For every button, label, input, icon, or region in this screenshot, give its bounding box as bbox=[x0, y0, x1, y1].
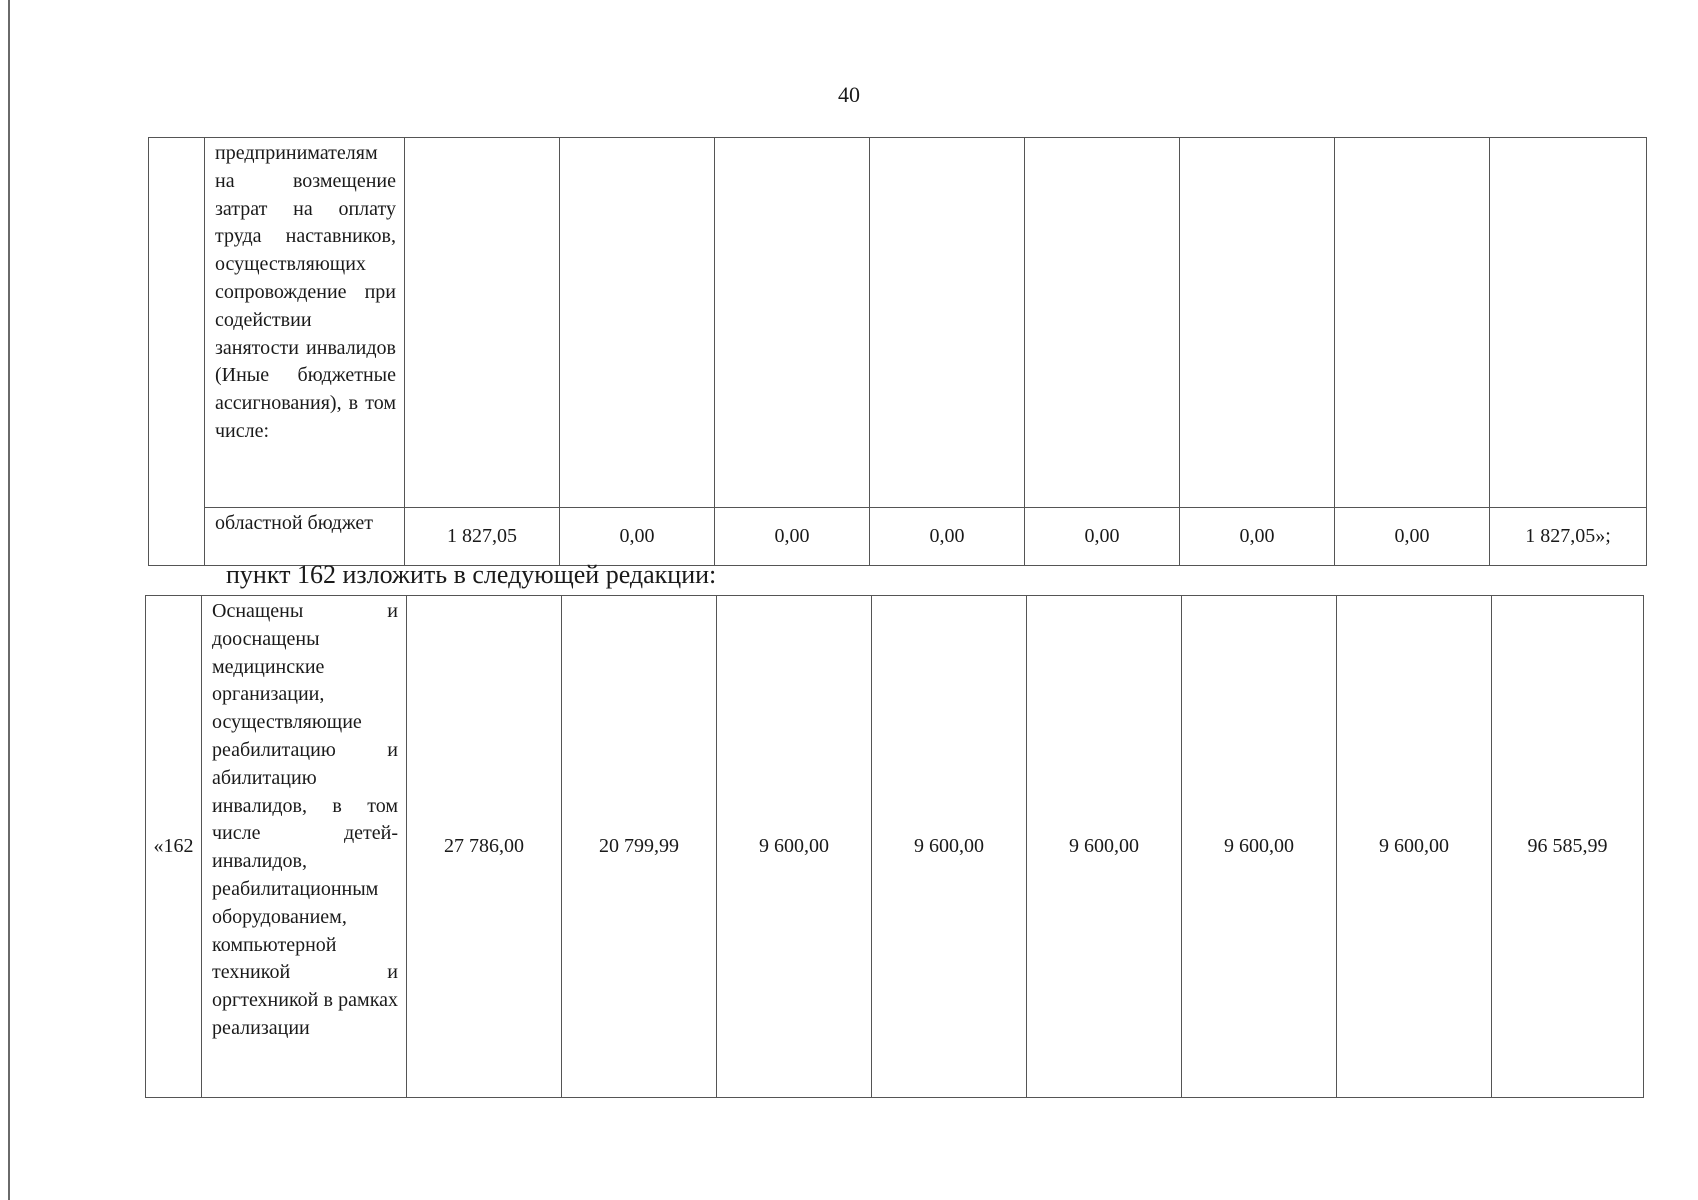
empty-cell bbox=[870, 138, 1025, 508]
value-cell: 0,00 bbox=[1025, 508, 1180, 566]
empty-cell bbox=[715, 138, 870, 508]
empty-cell bbox=[1025, 138, 1180, 508]
table-row bbox=[149, 138, 1647, 508]
empty-cell bbox=[560, 138, 715, 508]
page-number: 40 bbox=[838, 82, 860, 107]
total-value-cell: 96 585,99 bbox=[1492, 596, 1644, 1098]
value-cell: 9 600,00 bbox=[1337, 596, 1492, 1098]
empty-cell bbox=[405, 138, 560, 508]
value-cell: 0,00 bbox=[560, 508, 715, 566]
value-cell: 20 799,99 bbox=[562, 596, 717, 1098]
value-cell: 1 827,05 bbox=[405, 508, 560, 566]
table-row bbox=[146, 596, 1644, 1098]
value-cell: 0,00 bbox=[1335, 508, 1490, 566]
total-value-cell: 1 827,05»; bbox=[1490, 508, 1647, 566]
table-row bbox=[149, 508, 1647, 566]
value-cell: 27 786,00 bbox=[407, 596, 562, 1098]
value-cell: 0,00 bbox=[715, 508, 870, 566]
funding-source-label: областной бюджет bbox=[205, 508, 405, 566]
empty-cell bbox=[1180, 138, 1335, 508]
value-cell: 9 600,00 bbox=[1027, 596, 1182, 1098]
empty-cell bbox=[1335, 138, 1490, 508]
scan-left-edge bbox=[8, 0, 10, 1200]
item-description: Оснащены и дооснащены медицинские организации, осуществляющие реабилитацию и абилитацию инвалидов, в том числе детей-инвалидов, реабилитационным оборудованием, компьютерной техникой и оргтехникой в рамках реализации bbox=[202, 596, 407, 1098]
empty-cell bbox=[1490, 138, 1647, 508]
value-cell: 9 600,00 bbox=[717, 596, 872, 1098]
amendment-instruction: пункт 162 изложить в следующей редакции: bbox=[226, 560, 717, 589]
row-number-cell: «162 bbox=[146, 596, 202, 1098]
budget-table-item-162 bbox=[145, 595, 1644, 1098]
value-cell: 9 600,00 bbox=[872, 596, 1027, 1098]
value-cell: 9 600,00 bbox=[1182, 596, 1337, 1098]
value-cell: 0,00 bbox=[1180, 508, 1335, 566]
value-cell: 0,00 bbox=[870, 508, 1025, 566]
row-number-cell bbox=[149, 138, 205, 566]
item-description: предпринимателям на возмещение затрат на оплату труда наставников, осуществляющих сопровождение при содействии занятости инвалидов (Иные бюджетные ассигнования), в том числе: bbox=[205, 138, 405, 508]
budget-table-continued bbox=[148, 137, 1647, 566]
